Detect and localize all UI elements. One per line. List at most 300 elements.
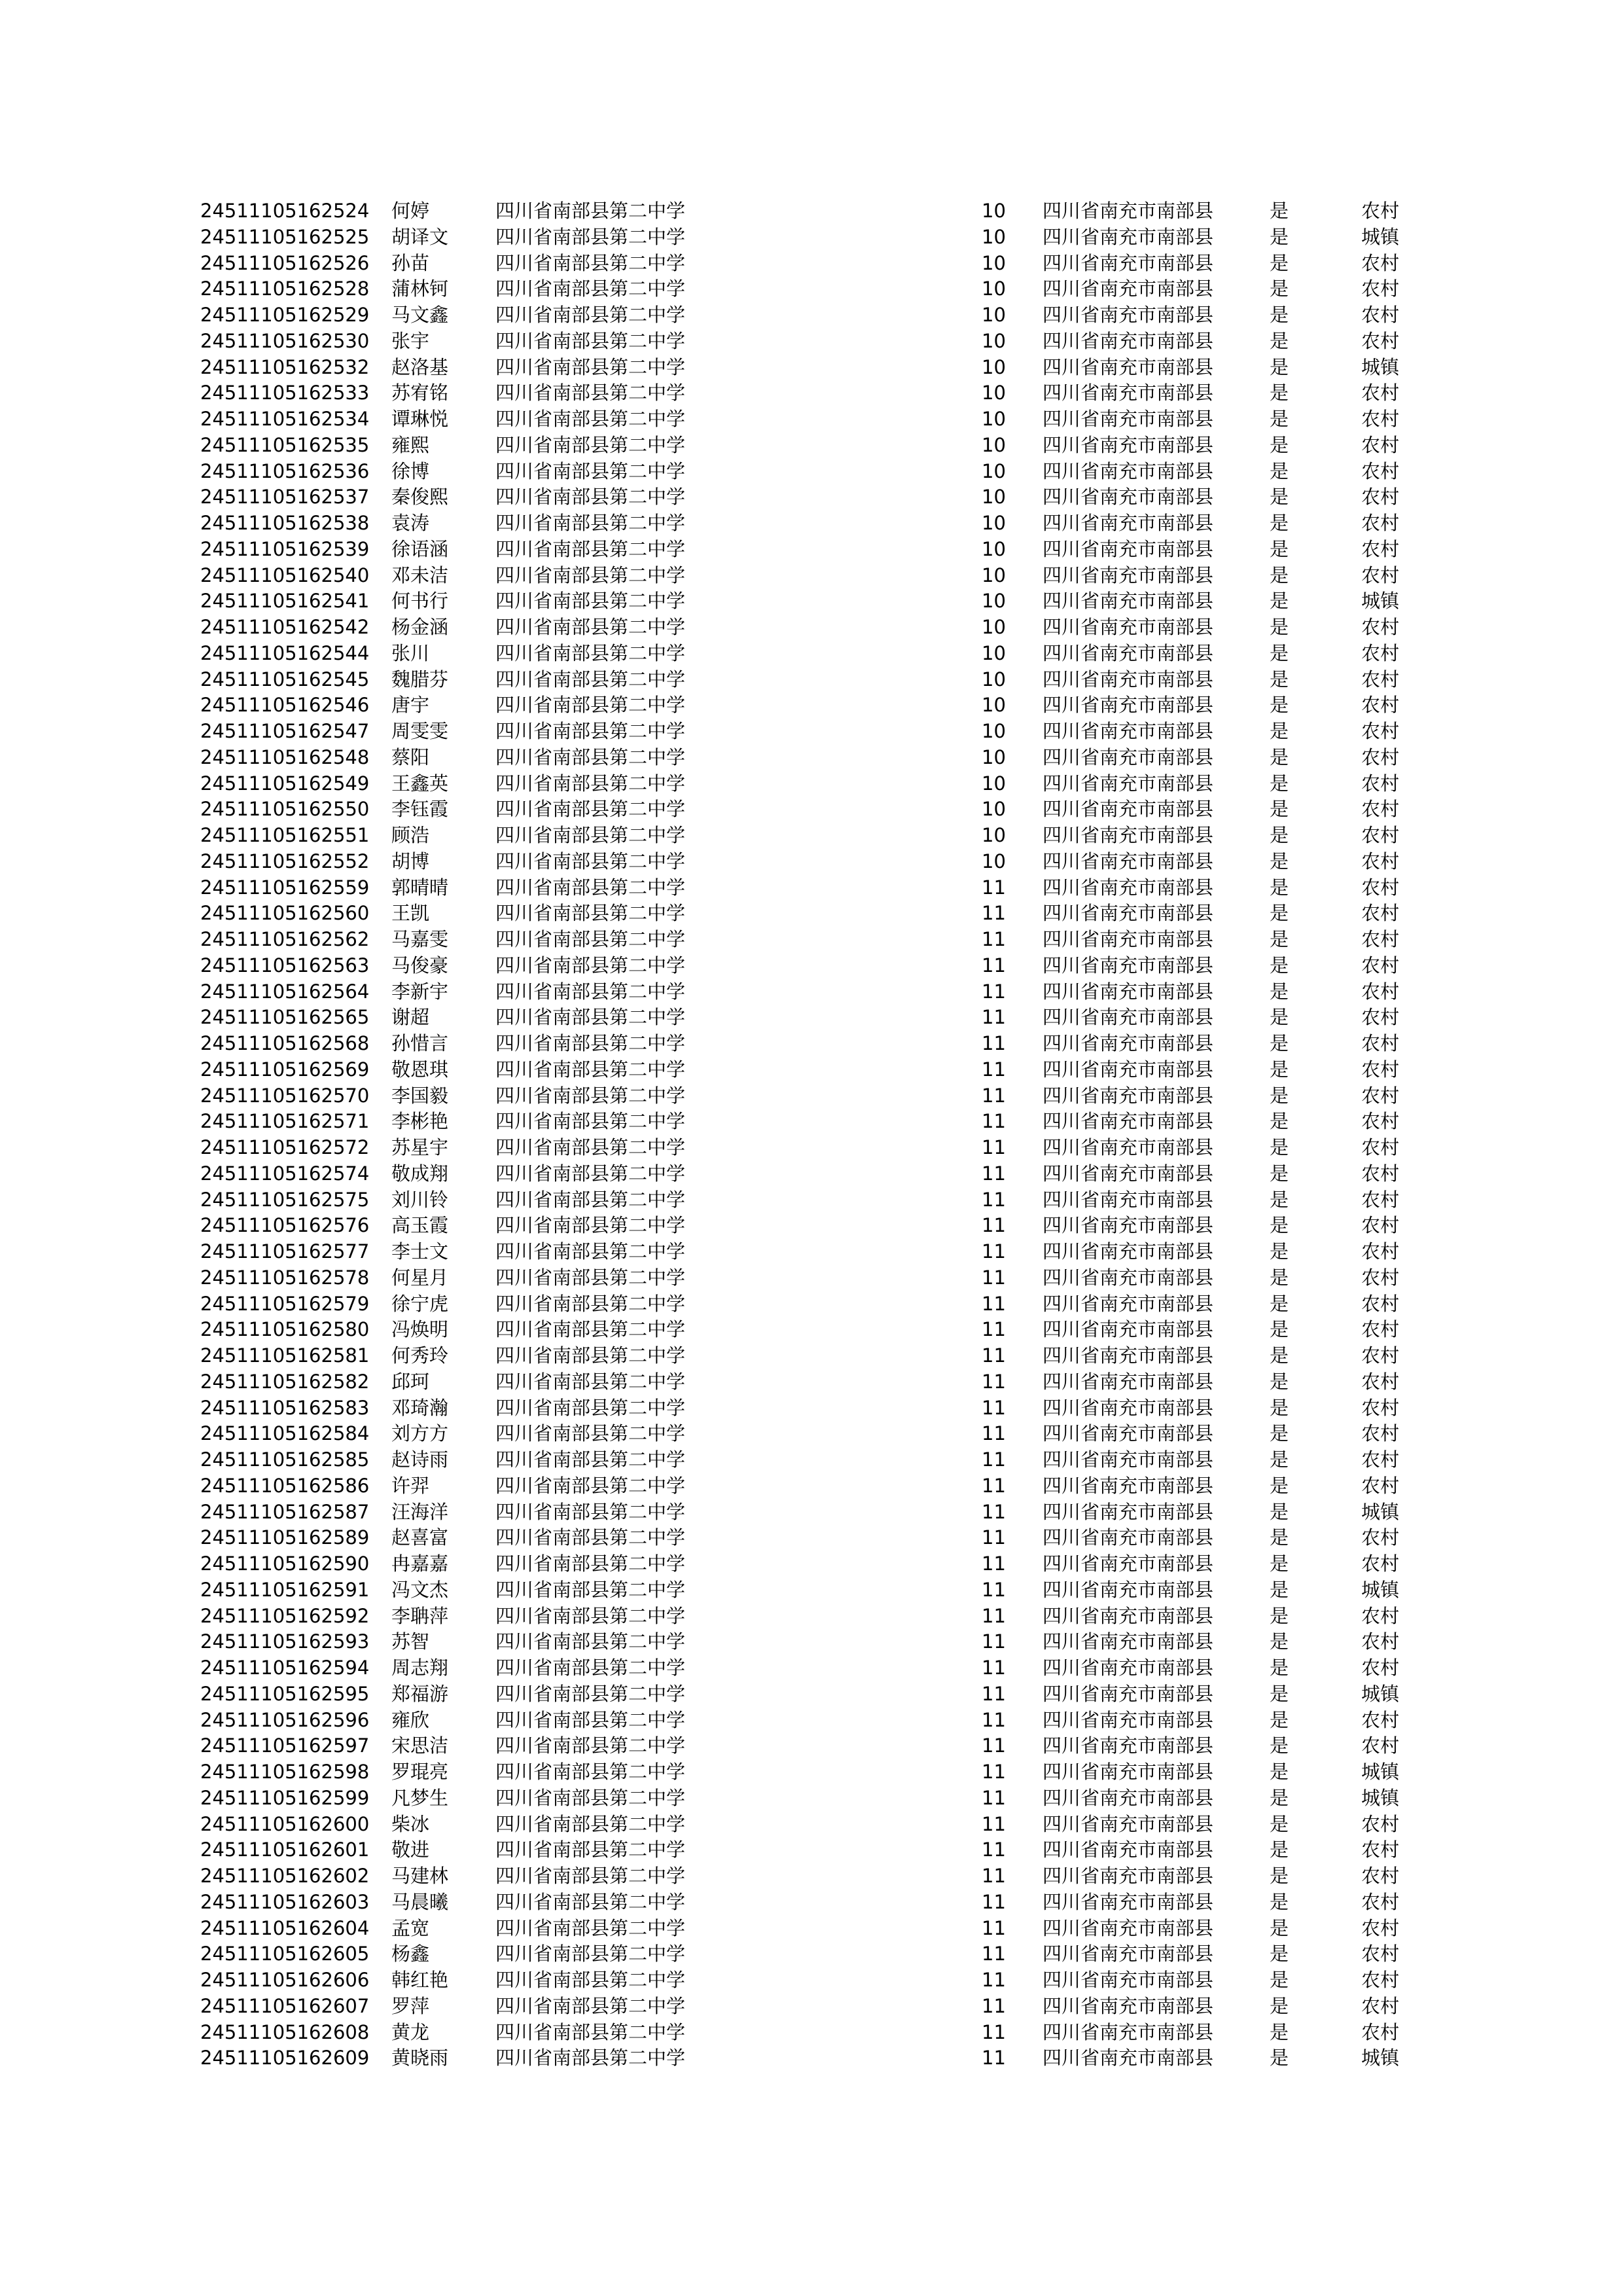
grade-cell: 11 [982, 1657, 1006, 1679]
grade-cell: 10 [982, 225, 1006, 248]
student-name-cell: 雍熙 [391, 433, 430, 456]
grade-cell: 10 [982, 200, 1006, 222]
region-cell: 四川省南充市南部县 [1043, 564, 1214, 586]
student-id-cell: 24511105162584 [200, 1422, 370, 1445]
school-cell: 四川省南部县第二中学 [495, 1890, 686, 1913]
student-name-cell: 李新宇 [391, 980, 449, 1003]
region-cell: 四川省南充市南部县 [1043, 2047, 1214, 2070]
grade-cell: 11 [982, 1682, 1006, 1705]
table-row [0, 1915, 1623, 1941]
table-row [0, 614, 1623, 640]
residence-type-cell: 农村 [1361, 954, 1400, 977]
student-name-cell: 张川 [391, 641, 430, 664]
student-id-cell: 24511105162569 [200, 1058, 370, 1081]
school-cell: 四川省南部县第二中学 [495, 1006, 686, 1029]
student-id-cell: 24511105162603 [200, 1890, 370, 1913]
student-name-cell: 赵诗雨 [391, 1448, 449, 1471]
school-cell: 四川省南部县第二中学 [495, 382, 686, 404]
school-cell: 四川省南部县第二中学 [495, 720, 686, 742]
residence-type-cell: 农村 [1361, 1604, 1400, 1627]
flag-cell: 是 [1270, 1578, 1289, 1601]
flag-cell: 是 [1270, 225, 1289, 248]
grade-cell: 10 [982, 824, 1006, 846]
student-name-cell: 敬恩琪 [391, 1058, 449, 1081]
student-name-cell: 黄龙 [391, 2020, 430, 2043]
residence-type-cell: 农村 [1361, 486, 1400, 509]
region-cell: 四川省南充市南部县 [1043, 2020, 1214, 2043]
table-row [0, 1212, 1623, 1238]
residence-type-cell: 农村 [1361, 1474, 1400, 1497]
table-row [0, 1473, 1623, 1499]
residence-type-cell: 农村 [1361, 1708, 1400, 1731]
grade-cell: 10 [982, 251, 1006, 274]
region-cell: 四川省南充市南部县 [1043, 382, 1214, 404]
grade-cell: 11 [982, 1344, 1006, 1367]
table-row [0, 1993, 1623, 2019]
school-cell: 四川省南部县第二中学 [495, 1084, 686, 1107]
flag-cell: 是 [1270, 1084, 1289, 1107]
flag-cell: 是 [1270, 590, 1289, 613]
grade-cell: 11 [982, 1630, 1006, 1653]
school-cell: 四川省南部县第二中学 [495, 1969, 686, 1991]
student-id-cell: 24511105162581 [200, 1344, 370, 1367]
region-cell: 四川省南充市南部县 [1043, 1604, 1214, 1627]
flag-cell: 是 [1270, 1812, 1289, 1835]
table-row [0, 1681, 1623, 1707]
residence-type-cell: 农村 [1361, 720, 1400, 742]
region-cell: 四川省南充市南部县 [1043, 304, 1214, 326]
table-row [0, 536, 1623, 562]
grade-cell: 10 [982, 798, 1006, 821]
school-cell: 四川省南部县第二中学 [495, 1448, 686, 1471]
table-row [0, 1160, 1623, 1187]
grade-cell: 10 [982, 459, 1006, 482]
region-cell: 四川省南充市南部县 [1043, 278, 1214, 300]
table-row [0, 1369, 1623, 1395]
school-cell: 四川省南部县第二中学 [495, 641, 686, 664]
residence-type-cell: 农村 [1361, 1994, 1400, 2017]
flag-cell: 是 [1270, 745, 1289, 768]
flag-cell: 是 [1270, 1657, 1289, 1679]
grade-cell: 10 [982, 564, 1006, 586]
grade-cell: 10 [982, 382, 1006, 404]
student-name-cell: 李国毅 [391, 1084, 449, 1107]
table-row [0, 484, 1623, 510]
region-cell: 四川省南充市南部县 [1043, 1162, 1214, 1185]
region-cell: 四川省南充市南部县 [1043, 225, 1214, 248]
student-name-cell: 谭琳悦 [391, 408, 449, 430]
table-row [0, 1291, 1623, 1317]
flag-cell: 是 [1270, 329, 1289, 352]
grade-cell: 11 [982, 1292, 1006, 1315]
school-cell: 四川省南部县第二中学 [495, 1839, 686, 1861]
grade-cell: 10 [982, 433, 1006, 456]
region-cell: 四川省南充市南部县 [1043, 200, 1214, 222]
flag-cell: 是 [1270, 1162, 1289, 1185]
residence-type-cell: 城镇 [1361, 590, 1400, 613]
flag-cell: 是 [1270, 1422, 1289, 1445]
school-cell: 四川省南部县第二中学 [495, 251, 686, 274]
residence-type-cell: 农村 [1361, 459, 1400, 482]
residence-type-cell: 农村 [1361, 1630, 1400, 1653]
student-id-cell: 24511105162586 [200, 1474, 370, 1497]
grade-cell: 11 [982, 1786, 1006, 1809]
student-name-cell: 胡博 [391, 850, 430, 872]
flag-cell: 是 [1270, 251, 1289, 274]
region-cell: 四川省南充市南部县 [1043, 433, 1214, 456]
school-cell: 四川省南部县第二中学 [495, 616, 686, 638]
table-row [0, 1524, 1623, 1551]
residence-type-cell: 农村 [1361, 1422, 1400, 1445]
student-id-cell: 24511105162541 [200, 590, 370, 613]
region-cell: 四川省南充市南部县 [1043, 668, 1214, 691]
residence-type-cell: 城镇 [1361, 2047, 1400, 2070]
table-row [0, 250, 1623, 276]
grade-cell: 10 [982, 408, 1006, 430]
student-name-cell: 蒲林钶 [391, 278, 449, 300]
flag-cell: 是 [1270, 1890, 1289, 1913]
region-cell: 四川省南充市南部县 [1043, 1292, 1214, 1315]
region-cell: 四川省南充市南部县 [1043, 1006, 1214, 1029]
table-row [0, 1134, 1623, 1160]
residence-type-cell: 农村 [1361, 1526, 1400, 1549]
flag-cell: 是 [1270, 433, 1289, 456]
residence-type-cell: 农村 [1361, 798, 1400, 821]
region-cell: 四川省南充市南部县 [1043, 928, 1214, 950]
grade-cell: 11 [982, 1969, 1006, 1991]
grade-cell: 11 [982, 2020, 1006, 2043]
table-row [0, 1187, 1623, 1213]
grade-cell: 10 [982, 745, 1006, 768]
student-name-cell: 孙惜言 [391, 1032, 449, 1054]
residence-type-cell: 城镇 [1361, 1578, 1400, 1601]
student-id-cell: 24511105162578 [200, 1266, 370, 1289]
school-cell: 四川省南部县第二中学 [495, 1943, 686, 1965]
school-cell: 四川省南部县第二中学 [495, 590, 686, 613]
region-cell: 四川省南充市南部县 [1043, 1994, 1214, 2017]
flag-cell: 是 [1270, 1058, 1289, 1081]
student-id-cell: 24511105162550 [200, 798, 370, 821]
residence-type-cell: 农村 [1361, 1162, 1400, 1185]
student-id-cell: 24511105162570 [200, 1084, 370, 1107]
student-id-cell: 24511105162530 [200, 329, 370, 352]
student-name-cell: 刘方方 [391, 1422, 449, 1445]
student-name-cell: 罗琨亮 [391, 1761, 449, 1783]
student-id-cell: 24511105162585 [200, 1448, 370, 1471]
table-row [0, 1889, 1623, 1915]
residence-type-cell: 农村 [1361, 928, 1400, 950]
region-cell: 四川省南充市南部县 [1043, 694, 1214, 717]
table-row [0, 1967, 1623, 1993]
region-cell: 四川省南充市南部县 [1043, 1474, 1214, 1497]
school-cell: 四川省南部县第二中学 [495, 1865, 686, 1887]
school-cell: 四川省南部县第二中学 [495, 1708, 686, 1731]
student-name-cell: 徐宁虎 [391, 1292, 449, 1315]
table-row [0, 978, 1623, 1005]
flag-cell: 是 [1270, 355, 1289, 378]
grade-cell: 10 [982, 720, 1006, 742]
student-id-cell: 24511105162590 [200, 1552, 370, 1575]
flag-cell: 是 [1270, 1214, 1289, 1237]
region-cell: 四川省南充市南部县 [1043, 772, 1214, 795]
school-cell: 四川省南部县第二中学 [495, 1370, 686, 1393]
school-cell: 四川省南部县第二中学 [495, 433, 686, 456]
region-cell: 四川省南充市南部县 [1043, 1110, 1214, 1133]
grade-cell: 11 [982, 1188, 1006, 1211]
student-id-cell: 24511105162546 [200, 694, 370, 717]
school-cell: 四川省南部县第二中学 [495, 1474, 686, 1497]
region-cell: 四川省南充市南部县 [1043, 1344, 1214, 1367]
grade-cell: 10 [982, 772, 1006, 795]
student-id-cell: 24511105162532 [200, 355, 370, 378]
student-name-cell: 李钰霞 [391, 798, 449, 821]
flag-cell: 是 [1270, 2020, 1289, 2043]
region-cell: 四川省南充市南部县 [1043, 798, 1214, 821]
student-name-cell: 马晨曦 [391, 1890, 449, 1913]
residence-type-cell: 农村 [1361, 1552, 1400, 1575]
student-id-cell: 24511105162575 [200, 1188, 370, 1211]
student-name-cell: 李彬艳 [391, 1110, 449, 1133]
school-cell: 四川省南部县第二中学 [495, 824, 686, 846]
grade-cell: 11 [982, 1761, 1006, 1783]
region-cell: 四川省南充市南部县 [1043, 1448, 1214, 1471]
student-id-cell: 24511105162534 [200, 408, 370, 430]
school-cell: 四川省南部县第二中学 [495, 1110, 686, 1133]
student-id-cell: 24511105162551 [200, 824, 370, 846]
flag-cell: 是 [1270, 902, 1289, 925]
school-cell: 四川省南部县第二中学 [495, 902, 686, 925]
student-name-cell: 韩红艳 [391, 1969, 449, 1991]
grade-cell: 11 [982, 1370, 1006, 1393]
student-id-cell: 24511105162528 [200, 278, 370, 300]
residence-type-cell: 农村 [1361, 1396, 1400, 1419]
region-cell: 四川省南充市南部县 [1043, 876, 1214, 899]
residence-type-cell: 农村 [1361, 1448, 1400, 1471]
student-name-cell: 高玉霞 [391, 1214, 449, 1237]
flag-cell: 是 [1270, 798, 1289, 821]
region-cell: 四川省南充市南部县 [1043, 512, 1214, 534]
school-cell: 四川省南部县第二中学 [495, 668, 686, 691]
residence-type-cell: 农村 [1361, 1214, 1400, 1237]
student-id-cell: 24511105162574 [200, 1162, 370, 1185]
region-cell: 四川省南充市南部县 [1043, 1630, 1214, 1653]
student-id-cell: 24511105162582 [200, 1370, 370, 1393]
flag-cell: 是 [1270, 1865, 1289, 1887]
school-cell: 四川省南部县第二中学 [495, 1682, 686, 1705]
table-row [0, 1108, 1623, 1134]
residence-type-cell: 农村 [1361, 1812, 1400, 1835]
region-cell: 四川省南充市南部县 [1043, 1708, 1214, 1731]
table-row [0, 276, 1623, 302]
region-cell: 四川省南充市南部县 [1043, 720, 1214, 742]
table-row [0, 1265, 1623, 1291]
student-id-cell: 24511105162608 [200, 2020, 370, 2043]
student-name-cell: 罗萍 [391, 1994, 430, 2017]
student-id-cell: 24511105162579 [200, 1292, 370, 1315]
region-cell: 四川省南充市南部县 [1043, 902, 1214, 925]
flag-cell: 是 [1270, 1318, 1289, 1341]
student-id-cell: 24511105162591 [200, 1578, 370, 1601]
flag-cell: 是 [1270, 1526, 1289, 1549]
grade-cell: 11 [982, 1943, 1006, 1965]
grade-cell: 11 [982, 1110, 1006, 1133]
school-cell: 四川省南部县第二中学 [495, 512, 686, 534]
region-cell: 四川省南充市南部县 [1043, 590, 1214, 613]
table-row [0, 406, 1623, 432]
region-cell: 四川省南充市南部县 [1043, 1318, 1214, 1341]
table-row [0, 770, 1623, 797]
grade-cell: 10 [982, 537, 1006, 560]
residence-type-cell: 农村 [1361, 2020, 1400, 2043]
school-cell: 四川省南部县第二中学 [495, 200, 686, 222]
table-row [0, 328, 1623, 354]
student-id-cell: 24511105162576 [200, 1214, 370, 1237]
grade-cell: 10 [982, 486, 1006, 509]
table-row [0, 848, 1623, 874]
flag-cell: 是 [1270, 200, 1289, 222]
student-name-cell: 杨金涵 [391, 616, 449, 638]
table-row [0, 640, 1623, 666]
school-cell: 四川省南部县第二中学 [495, 1266, 686, 1289]
grade-cell: 11 [982, 1240, 1006, 1263]
table-row [0, 1342, 1623, 1369]
school-cell: 四川省南部县第二中学 [495, 772, 686, 795]
student-name-cell: 杨鑫 [391, 1943, 430, 1965]
grade-cell: 11 [982, 1136, 1006, 1158]
region-cell: 四川省南充市南部县 [1043, 1890, 1214, 1913]
grade-cell: 11 [982, 1318, 1006, 1341]
table-row [0, 1056, 1623, 1083]
flag-cell: 是 [1270, 694, 1289, 717]
student-name-cell: 谢超 [391, 1006, 430, 1029]
grade-cell: 10 [982, 668, 1006, 691]
student-name-cell: 宋思洁 [391, 1734, 449, 1757]
student-id-cell: 24511105162538 [200, 512, 370, 534]
student-id-cell: 24511105162562 [200, 928, 370, 950]
flag-cell: 是 [1270, 1708, 1289, 1731]
region-cell: 四川省南充市南部县 [1043, 1370, 1214, 1393]
school-cell: 四川省南部县第二中学 [495, 564, 686, 586]
residence-type-cell: 农村 [1361, 564, 1400, 586]
flag-cell: 是 [1270, 486, 1289, 509]
student-id-cell: 24511105162537 [200, 486, 370, 509]
region-cell: 四川省南充市南部县 [1043, 1032, 1214, 1054]
school-cell: 四川省南部县第二中学 [495, 876, 686, 899]
student-name-cell: 敬成翔 [391, 1162, 449, 1185]
residence-type-cell: 农村 [1361, 200, 1400, 222]
student-name-cell: 孟宽 [391, 1916, 430, 1939]
student-name-cell: 赵喜富 [391, 1526, 449, 1549]
residence-type-cell: 农村 [1361, 1969, 1400, 1991]
student-id-cell: 24511105162604 [200, 1916, 370, 1939]
school-cell: 四川省南部县第二中学 [495, 1422, 686, 1445]
region-cell: 四川省南充市南部县 [1043, 824, 1214, 846]
student-id-cell: 24511105162547 [200, 720, 370, 742]
region-cell: 四川省南充市南部县 [1043, 1578, 1214, 1601]
table-row [0, 926, 1623, 952]
student-id-cell: 24511105162597 [200, 1734, 370, 1757]
grade-cell: 11 [982, 1604, 1006, 1627]
region-cell: 四川省南充市南部县 [1043, 1240, 1214, 1263]
student-id-cell: 24511105162595 [200, 1682, 370, 1705]
flag-cell: 是 [1270, 1786, 1289, 1809]
region-cell: 四川省南充市南部县 [1043, 1761, 1214, 1783]
student-name-cell: 李聃萍 [391, 1604, 449, 1627]
region-cell: 四川省南充市南部县 [1043, 1865, 1214, 1887]
student-id-cell: 24511105162568 [200, 1032, 370, 1054]
student-name-cell: 许羿 [391, 1474, 430, 1497]
school-cell: 四川省南部县第二中学 [495, 278, 686, 300]
student-id-cell: 24511105162592 [200, 1604, 370, 1627]
flag-cell: 是 [1270, 512, 1289, 534]
flag-cell: 是 [1270, 954, 1289, 977]
student-name-cell: 冉嘉嘉 [391, 1552, 449, 1575]
residence-type-cell: 城镇 [1361, 1500, 1400, 1523]
student-id-cell: 24511105162607 [200, 1994, 370, 2017]
student-name-cell: 李士文 [391, 1240, 449, 1263]
grade-cell: 11 [982, 1865, 1006, 1887]
student-id-cell: 24511105162594 [200, 1657, 370, 1679]
residence-type-cell: 城镇 [1361, 1761, 1400, 1783]
student-id-cell: 24511105162560 [200, 902, 370, 925]
school-cell: 四川省南部县第二中学 [495, 1526, 686, 1549]
residence-type-cell: 农村 [1361, 745, 1400, 768]
table-row [0, 1837, 1623, 1863]
student-name-cell: 周雯雯 [391, 720, 449, 742]
flag-cell: 是 [1270, 382, 1289, 404]
flag-cell: 是 [1270, 1994, 1289, 2017]
flag-cell: 是 [1270, 1500, 1289, 1523]
school-cell: 四川省南部县第二中学 [495, 980, 686, 1003]
student-name-cell: 苏智 [391, 1630, 430, 1653]
table-row [0, 354, 1623, 380]
grade-cell: 10 [982, 641, 1006, 664]
table-row [0, 1863, 1623, 1889]
school-cell: 四川省南部县第二中学 [495, 2047, 686, 2070]
grade-cell: 11 [982, 1396, 1006, 1419]
student-name-cell: 王凯 [391, 902, 430, 925]
flag-cell: 是 [1270, 1604, 1289, 1627]
grade-cell: 10 [982, 694, 1006, 717]
flag-cell: 是 [1270, 1943, 1289, 1965]
school-cell: 四川省南部县第二中学 [495, 1812, 686, 1835]
residence-type-cell: 农村 [1361, 980, 1400, 1003]
flag-cell: 是 [1270, 1552, 1289, 1575]
table-row [0, 510, 1623, 536]
student-name-cell: 袁涛 [391, 512, 430, 534]
student-name-cell: 邓未洁 [391, 564, 449, 586]
student-name-cell: 冯文杰 [391, 1578, 449, 1601]
grade-cell: 11 [982, 1058, 1006, 1081]
school-cell: 四川省南部县第二中学 [495, 745, 686, 768]
flag-cell: 是 [1270, 459, 1289, 482]
flag-cell: 是 [1270, 1292, 1289, 1315]
region-cell: 四川省南充市南部县 [1043, 1916, 1214, 1939]
region-cell: 四川省南充市南部县 [1043, 1839, 1214, 1861]
flag-cell: 是 [1270, 1734, 1289, 1757]
flag-cell: 是 [1270, 824, 1289, 846]
region-cell: 四川省南充市南部县 [1043, 1188, 1214, 1211]
school-cell: 四川省南部县第二中学 [495, 1916, 686, 1939]
residence-type-cell: 农村 [1361, 824, 1400, 846]
flag-cell: 是 [1270, 928, 1289, 950]
flag-cell: 是 [1270, 1110, 1289, 1133]
school-cell: 四川省南部县第二中学 [495, 1214, 686, 1237]
student-name-cell: 秦俊熙 [391, 486, 449, 509]
table-row [0, 1655, 1623, 1681]
table-row [0, 1030, 1623, 1056]
school-cell: 四川省南部县第二中学 [495, 486, 686, 509]
